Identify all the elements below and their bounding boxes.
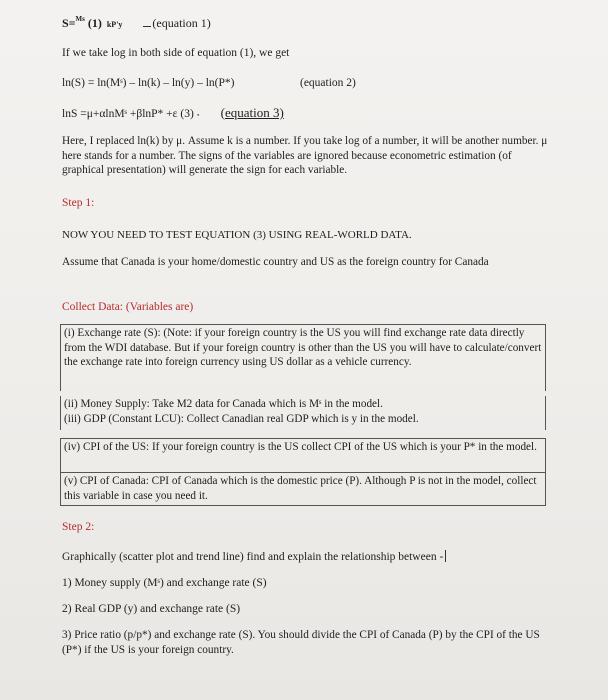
eq2-expr: ln(S) = ln(Mˢ) – ln(k) – ln(y) – ln(P*)	[62, 77, 235, 89]
eq1-rest: (1)	[87, 16, 102, 30]
equation-3	[62, 106, 284, 121]
eq3-expr: lnS =μ+αlnMˢ +βlnP* +ε (3) ⸳	[62, 108, 200, 120]
eq1-ref: (equation 1)	[143, 16, 210, 30]
text-cursor	[445, 550, 446, 562]
variable-cpi-canada: (v) CPI of Canada: CPI of Canada which is the domestic price (P). Although P is not in the model, collect this variable in case you need it.	[60, 472, 546, 506]
eq3-ref-open: (	[220, 105, 225, 120]
item-real-gdp: 2) Real GDP (y) and exchange rate (S)	[62, 603, 241, 615]
eq3-ref	[221, 105, 284, 120]
variable-cpi-us: (iv) CPI of the US: If your foreign country is the US collect CPI of the US which is your P* in the model.	[60, 438, 546, 472]
item-money-supply: 1) Money supply (Mˢ) and exchange rate (S)	[62, 577, 267, 589]
equation-2	[62, 76, 356, 90]
need-text: NOW YOU NEED TO TEST EQUATION (3) USING REAL-WORLD DATA.	[62, 229, 412, 241]
step2-heading: Step 2:	[62, 521, 95, 533]
variable-money-supply-gdp	[60, 396, 546, 430]
equation-1	[62, 12, 211, 32]
eq3-ref-text: equation 3)	[224, 105, 284, 120]
graph-intro	[62, 550, 446, 564]
eq1-ref-text: equation 1)	[156, 16, 211, 30]
variable-exchange-rate: (i) Exchange rate (S): (Note: if your foreign country is the US you will find exchange rate data directly from the WDI database. But if your foreign country is other than the US you will have to calculate/convert the exchange rate into foreign currency using US dollar as a vehicle currency.	[60, 324, 546, 391]
eq1-kp: kP'y	[106, 20, 123, 29]
eq1-underline	[143, 26, 151, 27]
assume-paragraph: Assume that Canada is your home/domestic country and US as the foreign country for Canada	[62, 256, 489, 268]
eq1-sup: M	[75, 15, 83, 23]
variable-money-supply: (ii) Money Supply: Take M2 data for Canada which is Mˢ in the model.	[64, 398, 383, 410]
graph-intro-text: Graphically (scatter plot and trend line) find and explain the relationship between -	[62, 551, 444, 563]
item-price-ratio: 3) Price ratio (p/p*) and exchange rate (S). You should divide the CPI of Canada (P) by the CPI of the US (P*) if the US is your foreign country.	[62, 629, 540, 656]
step1-heading: Step 1:	[62, 197, 95, 209]
variable-gdp: (iii) GDP (Constant LCU): Collect Canadian real GDP which is y in the model.	[64, 412, 419, 425]
collect-heading: Collect Data: (Variables are)	[62, 301, 194, 313]
eq2-ref: (equation 2)	[300, 77, 356, 89]
eq1-sup2: s	[82, 15, 85, 23]
eq1-lhs: S=	[62, 16, 76, 30]
intro-text: If we take log in both side of equation (1), we get	[62, 47, 290, 59]
explanation-paragraph: Here, I replaced ln(k) by μ. Assume k is a number. If you take log of a number, it will be another number. μ here stands for a number. The signs of the variables are ignored because econometric estimation (of graphical presentation) will generate the sign for each variable.	[62, 135, 548, 176]
